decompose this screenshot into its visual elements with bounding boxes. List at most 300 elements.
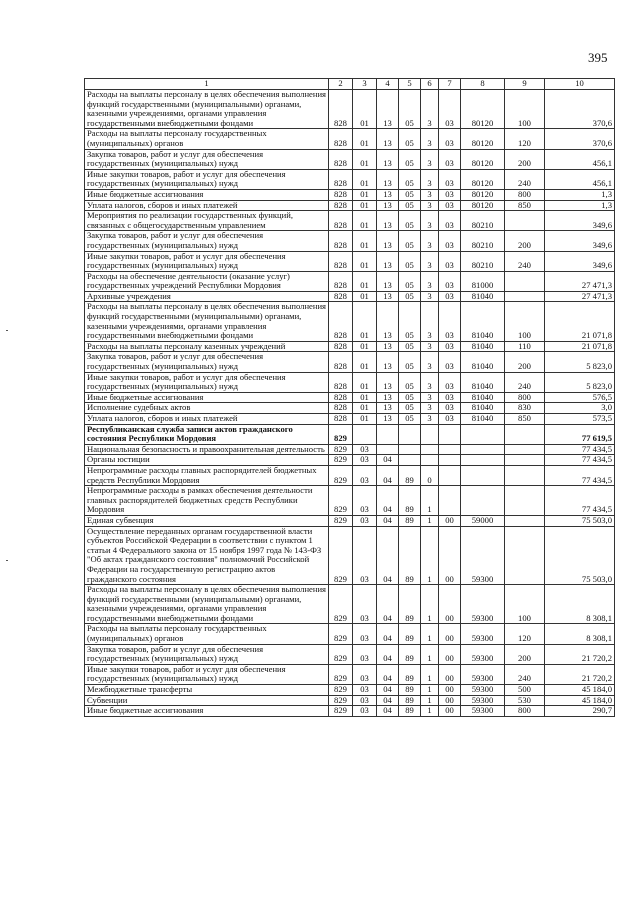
code-direction: 80210 [461,251,505,271]
code-event: 03 [439,251,461,271]
code-section: 03 [353,465,377,485]
code-admin: 828 [329,90,353,129]
code-direction: 59300 [461,624,505,644]
amount: 456,1 [545,169,615,189]
code-expense-type [505,291,545,302]
code-direction: 59300 [461,706,505,717]
item-name: Расходы на обеспечение деятельности (оказание услуг) государственных учреждений Республики Мордовия [85,271,329,291]
code-event: 03 [439,200,461,211]
table-row [85,200,615,211]
item-name: Субвенции [85,695,329,706]
code-expense-type: 830 [505,403,545,414]
code-program [399,455,421,466]
code-program: 05 [399,414,421,425]
code-subsection: 13 [377,211,399,231]
code-event: 00 [439,695,461,706]
code-direction [461,444,505,455]
code-program: 05 [399,200,421,211]
code-admin: 828 [329,211,353,231]
code-event: 03 [439,189,461,200]
item-name: Расходы на выплаты персоналу государственных (муниципальных) органов [85,129,329,149]
amount: 370,6 [545,129,615,149]
code-event: 03 [439,352,461,372]
amount: 77 434,5 [545,444,615,455]
code-event: 03 [439,129,461,149]
code-section: 03 [353,664,377,684]
code-admin: 828 [329,129,353,149]
code-admin: 828 [329,189,353,200]
table-row [85,706,615,717]
code-subsection: 04 [377,695,399,706]
item-name: Расходы на выплаты персоналу казенных учреждений [85,341,329,352]
code-admin: 829 [329,515,353,526]
code-subprogram: 1 [421,585,439,624]
table-row [85,414,615,425]
amount: 75 503,0 [545,526,615,585]
code-direction: 80210 [461,231,505,251]
amount: 349,6 [545,251,615,271]
code-subsection: 13 [377,271,399,291]
code-section: 03 [353,526,377,585]
code-direction: 81040 [461,291,505,302]
code-program: 89 [399,624,421,644]
code-event: 03 [439,341,461,352]
code-admin: 828 [329,169,353,189]
header-cell-7: 7 [439,79,461,90]
code-program: 89 [399,706,421,717]
code-program: 05 [399,341,421,352]
code-subsection: 13 [377,414,399,425]
code-program: 89 [399,486,421,516]
amount: 5 823,0 [545,352,615,372]
code-subprogram: 1 [421,515,439,526]
table-row [85,465,615,485]
code-expense-type [505,465,545,485]
table-row [85,444,615,455]
code-subprogram: 1 [421,664,439,684]
code-expense-type: 100 [505,90,545,129]
code-event: 00 [439,685,461,696]
code-admin: 828 [329,403,353,414]
code-subsection: 04 [377,664,399,684]
code-subsection: 04 [377,624,399,644]
code-section: 01 [353,149,377,169]
item-name: Иные закупки товаров, работ и услуг для обеспечения государственных (муниципальных) нужд [85,372,329,392]
code-subprogram: 3 [421,189,439,200]
code-admin: 829 [329,706,353,717]
code-section: 03 [353,444,377,455]
item-name: Уплата налогов, сборов и иных платежей [85,414,329,425]
code-program: 05 [399,392,421,403]
code-subsection: 04 [377,706,399,717]
code-event: 03 [439,169,461,189]
code-program [399,444,421,455]
code-direction: 81040 [461,352,505,372]
code-section: 03 [353,706,377,717]
page-number: 395 [588,50,608,65]
code-admin: 828 [329,200,353,211]
code-program: 89 [399,644,421,664]
code-subsection [377,444,399,455]
code-subprogram: 3 [421,211,439,231]
code-event [439,465,461,485]
code-section [353,424,377,444]
code-expense-type: 200 [505,644,545,664]
item-name: Расходы на выплаты персоналу государственных (муниципальных) органов [85,624,329,644]
code-subprogram: 3 [421,403,439,414]
item-name: Иные бюджетные ассигнования [85,392,329,403]
code-section: 03 [353,455,377,466]
amount: 77 434,5 [545,455,615,466]
code-program: 89 [399,526,421,585]
code-admin: 829 [329,444,353,455]
header-cell-8: 8 [461,79,505,90]
code-program: 89 [399,585,421,624]
code-direction [461,486,505,516]
code-event: 00 [439,664,461,684]
code-subsection: 04 [377,455,399,466]
code-subsection: 13 [377,341,399,352]
header-cell-6: 6 [421,79,439,90]
code-direction: 80120 [461,169,505,189]
code-section: 03 [353,644,377,664]
table-row [85,486,615,516]
code-program: 05 [399,169,421,189]
code-expense-type: 200 [505,231,545,251]
code-expense-type: 110 [505,341,545,352]
code-admin: 829 [329,624,353,644]
code-admin: 828 [329,352,353,372]
amount: 1,3 [545,189,615,200]
item-name: Уплата налогов, сборов и иных платежей [85,200,329,211]
code-section: 03 [353,624,377,644]
code-expense-type: 100 [505,585,545,624]
amount: 27 471,3 [545,291,615,302]
code-subsection: 13 [377,189,399,200]
code-program: 05 [399,302,421,341]
table-row [85,455,615,466]
code-expense-type: 240 [505,372,545,392]
code-section: 01 [353,372,377,392]
code-direction: 59300 [461,695,505,706]
code-subprogram [421,455,439,466]
header-cell-5: 5 [399,79,421,90]
code-event: 03 [439,90,461,129]
code-subsection: 13 [377,231,399,251]
margin-mark [6,330,8,331]
code-event [439,424,461,444]
code-expense-type [505,424,545,444]
code-admin: 829 [329,465,353,485]
code-direction [461,455,505,466]
code-subsection: 13 [377,372,399,392]
code-program: 89 [399,465,421,485]
code-expense-type [505,271,545,291]
code-subprogram: 3 [421,372,439,392]
code-event: 00 [439,624,461,644]
code-expense-type: 100 [505,302,545,341]
table-row [85,424,615,444]
code-subprogram [421,424,439,444]
code-event [439,486,461,516]
code-section: 03 [353,515,377,526]
code-subprogram: 3 [421,251,439,271]
code-subsection: 04 [377,465,399,485]
code-event: 03 [439,291,461,302]
code-section: 01 [353,271,377,291]
code-expense-type [505,515,545,526]
budget-table [84,78,615,717]
code-subprogram [421,444,439,455]
code-subsection: 04 [377,644,399,664]
code-direction: 80120 [461,129,505,149]
code-event: 00 [439,706,461,717]
code-subsection: 13 [377,392,399,403]
code-expense-type: 800 [505,706,545,717]
item-name: Расходы на выплаты персоналу в целях обеспечения выполнения функций государственными (муниципальными) органами, казенными учреждениями, органами управления государственными внебюджетными фондами [85,585,329,624]
code-event: 00 [439,585,461,624]
item-name: Непрограммные расходы главных распорядителей бюджетных средств Республики Мордовия [85,465,329,485]
code-section: 01 [353,169,377,189]
code-direction: 59300 [461,526,505,585]
code-admin: 828 [329,251,353,271]
header-cell-10: 10 [545,79,615,90]
header-cell-1: 1 [85,79,329,90]
code-event: 03 [439,231,461,251]
code-program [399,424,421,444]
code-direction: 81040 [461,414,505,425]
code-expense-type [505,486,545,516]
header-cell-3: 3 [353,79,377,90]
code-program: 05 [399,372,421,392]
code-program: 89 [399,515,421,526]
code-program: 05 [399,149,421,169]
code-section: 01 [353,341,377,352]
item-name: Единая субвенция [85,515,329,526]
code-direction [461,465,505,485]
item-name: Органы юстиции [85,455,329,466]
code-event: 03 [439,149,461,169]
code-admin: 829 [329,644,353,664]
item-name: Республиканская служба записи актов гражданского состояния Республики Мордовия [85,424,329,444]
code-admin: 829 [329,424,353,444]
code-subprogram: 1 [421,526,439,585]
code-direction: 80120 [461,149,505,169]
code-subprogram: 3 [421,129,439,149]
code-direction: 80210 [461,211,505,231]
code-subprogram: 1 [421,624,439,644]
code-subsection: 04 [377,486,399,516]
code-subsection: 13 [377,149,399,169]
code-direction: 81000 [461,271,505,291]
code-section: 01 [353,251,377,271]
table-row [85,189,615,200]
table-row [85,515,615,526]
code-section: 01 [353,414,377,425]
code-subprogram: 3 [421,302,439,341]
code-program: 89 [399,685,421,696]
code-event: 03 [439,414,461,425]
item-name: Иные бюджетные ассигнования [85,189,329,200]
code-section: 01 [353,352,377,372]
code-event: 03 [439,403,461,414]
code-program: 05 [399,291,421,302]
code-subsection: 04 [377,526,399,585]
amount: 77 434,5 [545,465,615,485]
table-row [85,149,615,169]
code-expense-type [505,444,545,455]
code-subprogram: 3 [421,169,439,189]
table-row [85,624,615,644]
header-cell-2: 2 [329,79,353,90]
code-admin: 828 [329,149,353,169]
code-program: 05 [399,271,421,291]
amount: 21 720,2 [545,664,615,684]
code-subsection: 04 [377,515,399,526]
table-row [85,372,615,392]
code-section: 01 [353,403,377,414]
code-program: 05 [399,403,421,414]
code-admin: 828 [329,372,353,392]
code-event: 03 [439,302,461,341]
code-subprogram: 3 [421,414,439,425]
table-row [85,526,615,585]
amount: 21 720,2 [545,644,615,664]
code-expense-type: 850 [505,414,545,425]
amount: 75 503,0 [545,515,615,526]
amount: 370,6 [545,90,615,129]
table-row [85,90,615,129]
table-row [85,392,615,403]
amount: 21 071,8 [545,302,615,341]
code-expense-type: 500 [505,685,545,696]
code-admin: 829 [329,526,353,585]
code-subprogram: 0 [421,465,439,485]
amount: 573,5 [545,414,615,425]
item-name: Закупка товаров, работ и услуг для обеспечения государственных (муниципальных) нужд [85,352,329,372]
amount: 349,6 [545,211,615,231]
code-expense-type: 120 [505,624,545,644]
code-expense-type: 800 [505,189,545,200]
table-row [85,341,615,352]
code-expense-type: 120 [505,129,545,149]
amount: 21 071,8 [545,341,615,352]
code-expense-type: 240 [505,664,545,684]
code-program: 05 [399,231,421,251]
code-section: 01 [353,129,377,149]
item-name: Иные закупки товаров, работ и услуг для обеспечения государственных (муниципальных) нужд [85,169,329,189]
code-admin: 829 [329,664,353,684]
code-subsection: 04 [377,685,399,696]
code-event: 03 [439,392,461,403]
code-program: 05 [399,251,421,271]
header-cell-9: 9 [505,79,545,90]
amount: 77 619,5 [545,424,615,444]
code-section: 01 [353,291,377,302]
code-subprogram: 3 [421,392,439,403]
code-direction: 81040 [461,372,505,392]
header-row [85,79,615,90]
code-event: 00 [439,515,461,526]
code-event: 00 [439,526,461,585]
code-section: 01 [353,302,377,341]
amount: 5 823,0 [545,372,615,392]
table-row [85,231,615,251]
code-section: 03 [353,685,377,696]
code-program: 05 [399,189,421,200]
code-program: 05 [399,352,421,372]
code-event: 03 [439,211,461,231]
code-subprogram: 3 [421,149,439,169]
code-program: 89 [399,664,421,684]
code-subprogram: 3 [421,352,439,372]
code-admin: 828 [329,231,353,251]
item-name: Мероприятия по реализации государственных функций, связанных с общегосударственным управлением [85,211,329,231]
code-admin: 828 [329,271,353,291]
code-admin: 828 [329,302,353,341]
item-name: Архивные учреждения [85,291,329,302]
code-expense-type: 530 [505,695,545,706]
item-name: Расходы на выплаты персоналу в целях обеспечения выполнения функций государственными (муниципальными) органами, казенными учреждениями, органами управления государственными внебюджетными фондами [85,90,329,129]
amount: 456,1 [545,149,615,169]
code-subsection: 13 [377,251,399,271]
item-name: Осуществление переданных органам государственной власти субъектов Российской Федерации в соответствии с пунктом 1 статьи 4 Федерального закона от 15 ноября 1997 года № 143-ФЗ "Об актах гражданского состояния" полномочий Российской Федерации на государственную регистрацию актов гражданского состояния [85,526,329,585]
code-admin: 829 [329,695,353,706]
item-name: Исполнение судебных актов [85,403,329,414]
table-row [85,169,615,189]
code-subsection: 13 [377,200,399,211]
amount: 8 308,1 [545,585,615,624]
code-subprogram: 1 [421,685,439,696]
code-direction: 59300 [461,644,505,664]
code-expense-type [505,526,545,585]
amount: 1,3 [545,200,615,211]
code-section: 01 [353,392,377,403]
code-section: 03 [353,695,377,706]
code-section: 03 [353,585,377,624]
code-subprogram: 3 [421,341,439,352]
code-program: 05 [399,129,421,149]
amount: 77 434,5 [545,486,615,516]
code-section: 01 [353,211,377,231]
amount: 8 308,1 [545,624,615,644]
code-direction: 80120 [461,189,505,200]
table-row [85,129,615,149]
table-row [85,585,615,624]
table-row [85,644,615,664]
code-direction: 81040 [461,341,505,352]
table-row [85,352,615,372]
code-admin: 829 [329,486,353,516]
code-subprogram: 3 [421,90,439,129]
code-expense-type [505,211,545,231]
item-name: Иные бюджетные ассигнования [85,706,329,717]
table-row [85,302,615,341]
code-direction: 59300 [461,685,505,696]
item-name: Иные закупки товаров, работ и услуг для обеспечения государственных (муниципальных) нужд [85,664,329,684]
table-row [85,695,615,706]
code-event: 03 [439,372,461,392]
code-direction: 59300 [461,664,505,684]
table-row [85,271,615,291]
table-header [85,79,615,90]
code-admin: 829 [329,585,353,624]
code-direction: 81040 [461,392,505,403]
code-section: 01 [353,231,377,251]
code-admin: 828 [329,392,353,403]
table-row [85,403,615,414]
code-subprogram: 3 [421,200,439,211]
